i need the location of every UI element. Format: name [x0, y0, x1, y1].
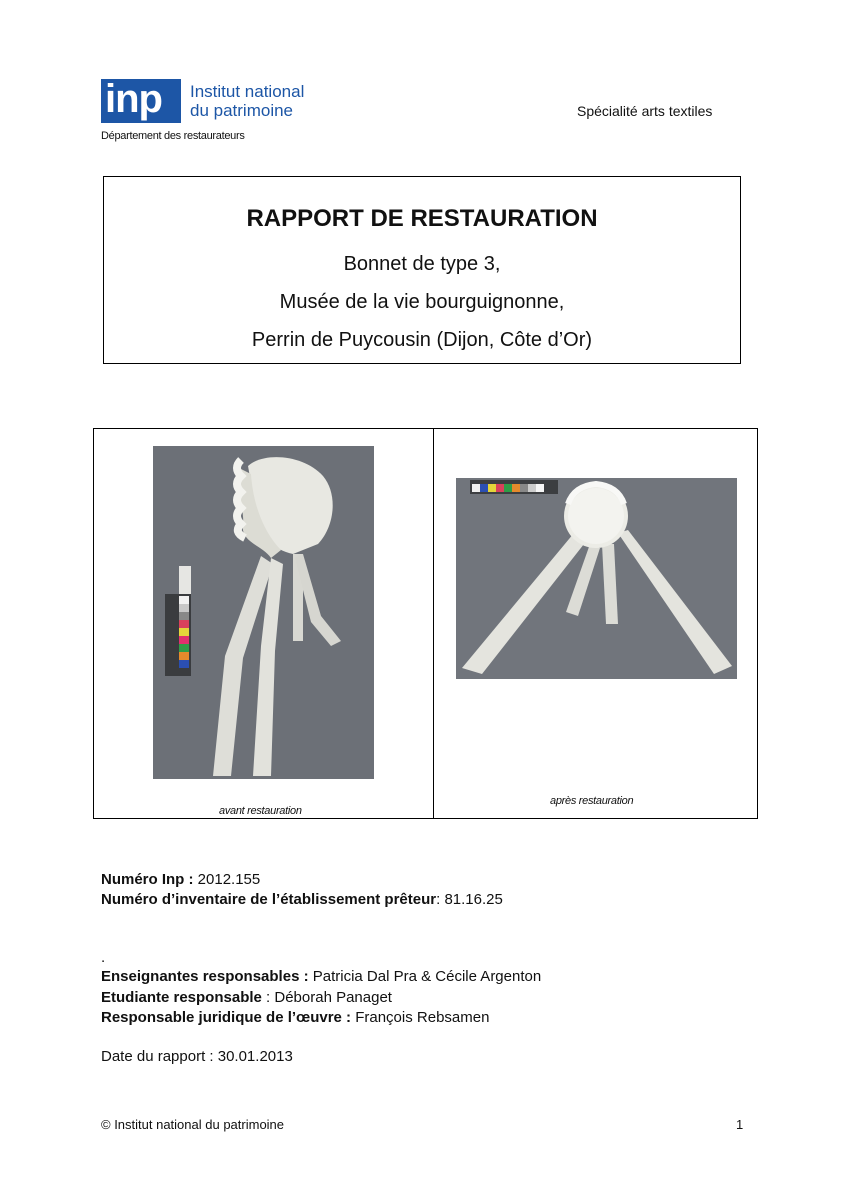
teachers-value: Patricia Dal Pra & Cécile Argenton — [308, 968, 542, 985]
footer-copyright: © Institut national du patrimoine — [101, 1117, 285, 1132]
logo-line-1: Institut national — [190, 82, 305, 101]
photo-after-restoration — [456, 478, 737, 679]
dot-separator: . — [101, 949, 106, 966]
photos-divider — [433, 428, 434, 819]
bonnet-before-image — [153, 446, 374, 779]
inp-number-label: Numéro Inp : — [101, 871, 194, 888]
student-value: : Déborah Panaget — [261, 989, 392, 1006]
student-line — [101, 988, 392, 1008]
subtitle-line-1: Bonnet de type 3, — [343, 253, 501, 275]
legal-line — [101, 1008, 489, 1028]
teachers-line — [101, 967, 541, 987]
department-label: Département des restaurateurs — [101, 130, 245, 142]
caption-after: après restauration — [550, 795, 634, 807]
report-date: Date du rapport : 30.01.2013 — [101, 1048, 293, 1065]
logo-line-2: du patrimoine — [190, 101, 294, 120]
bonnet-after-image — [456, 478, 737, 679]
legal-label: Responsable juridique de l’œuvre : — [101, 1009, 352, 1026]
speciality-label: Spécialité arts textiles — [577, 103, 713, 119]
logo-text — [190, 82, 304, 120]
title-box — [103, 176, 741, 364]
teachers-label: Enseignantes responsables : — [101, 968, 309, 985]
inp-number-value: 2012.155 — [193, 871, 261, 888]
photo-before-restoration — [153, 446, 374, 779]
subtitle-line-3: Perrin de Puycousin (Dijon, Côte d’Or) — [251, 329, 593, 351]
inventory-number-label: Numéro d’inventaire de l’établissement prêteur — [101, 891, 437, 908]
legal-value: François Rebsamen — [351, 1009, 490, 1026]
report-title: RAPPORT DE RESTAURATION — [246, 205, 598, 232]
subtitle-line-2: Musée de la vie bourguignonne, — [279, 291, 565, 313]
student-label: Etudiante responsable — [101, 989, 262, 1006]
inp-logo: inp — [101, 79, 181, 123]
inventory-number-value: : 81.16.25 — [436, 891, 503, 908]
inp-number-line — [101, 870, 260, 890]
page-number: 1 — [736, 1117, 744, 1132]
inventory-number-line — [101, 890, 503, 910]
caption-before: avant restauration — [219, 805, 302, 817]
